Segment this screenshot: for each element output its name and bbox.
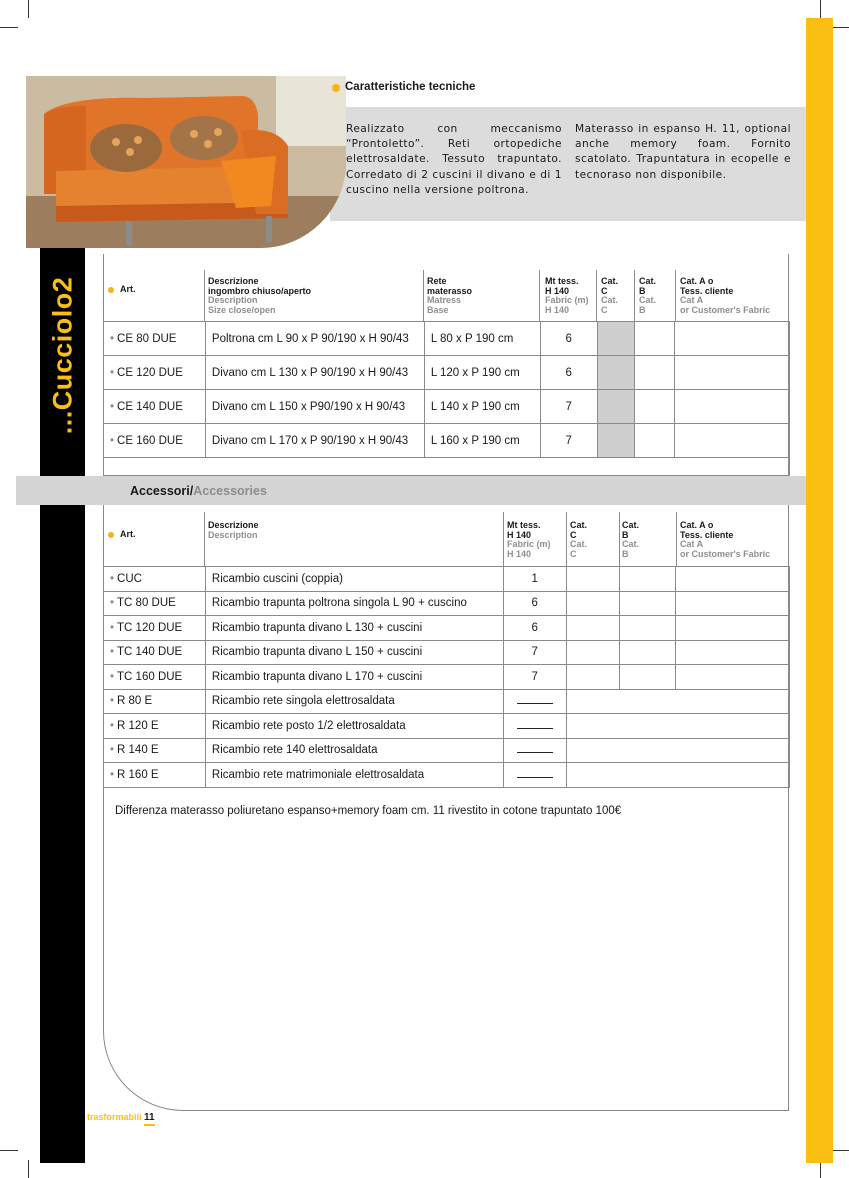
cell-cat-b xyxy=(635,390,675,424)
tech-bullet xyxy=(332,84,340,92)
hdr-rete: Rete materasso Matress Base xyxy=(427,276,473,315)
cell-rete: L 160 x P 190 cm xyxy=(424,424,540,458)
table-row: • R 120 E Ricambio rete posto 1/2 elettrosaldata xyxy=(104,714,790,739)
accent-band xyxy=(806,18,833,1163)
col-sep xyxy=(675,270,676,321)
cell-desc: Divano cm L 170 x P 90/190 x H 90/43 xyxy=(205,424,424,458)
product-title: ...Cucciolo2 xyxy=(47,276,78,435)
tech-text-col2: Materasso in espanso H. 11, optional anche memory foam. Fornito scatolato. Trapuntatura in ecopelle e tecnoraso non disponibile. xyxy=(575,123,791,181)
hdr-desc: Descrizione ingombro chiuso/aperto Description Size close/open xyxy=(208,276,312,315)
acc-hdr-cat-a: Cat. A o Tess. cliente Cat A or Customer's Fabric xyxy=(680,520,771,559)
table-row: • TC 140 DUE Ricambio trapunta divano L 150 + cuscini 7 xyxy=(104,640,790,665)
tech-title: Caratteristiche tecniche xyxy=(345,81,476,93)
crop-mark xyxy=(820,0,821,18)
table-row: • TC 160 DUE Ricambio trapunta divano L 170 + cuscini 7 xyxy=(104,665,790,690)
hdr-mt: Mt tess. H 140 Fabric (m) H 140 xyxy=(545,276,589,315)
accessories-table xyxy=(103,566,790,788)
cell-cat-b xyxy=(635,424,675,458)
col-sep xyxy=(596,270,597,321)
cell-cat-a xyxy=(675,390,790,424)
cell-art: • CE 160 DUE xyxy=(104,424,206,458)
cell-desc: Divano cm L 130 x P 90/190 x H 90/43 xyxy=(205,356,424,390)
table-row xyxy=(104,390,790,424)
cell-cat-b xyxy=(635,356,675,390)
table-row: • CUC Ricambio cuscini (coppia) 1 xyxy=(104,567,790,592)
crop-mark xyxy=(831,1150,849,1151)
hdr-cat-a: Cat. A o Tess. cliente Cat A or Customer's Fabric xyxy=(680,276,771,315)
cell-cat-b xyxy=(635,322,675,356)
crop-mark xyxy=(831,27,849,28)
col-sep xyxy=(503,512,504,566)
cell-art: • CE 120 DUE xyxy=(104,356,206,390)
table-row: • TC 80 DUE Ricambio trapunta poltrona singola L 90 + cuscino 6 xyxy=(104,591,790,616)
acc-hdr-art: Art. xyxy=(108,530,136,540)
cell-rete: L 80 x P 190 cm xyxy=(424,322,540,356)
col-sep xyxy=(676,512,677,566)
table-row xyxy=(104,424,790,458)
cell-desc: Divano cm L 150 x P90/190 x H 90/43 xyxy=(205,390,424,424)
crop-mark xyxy=(28,0,29,18)
dash-mark xyxy=(517,769,553,778)
sofa-illustration xyxy=(26,76,346,248)
cell-mt: 7 xyxy=(540,424,597,458)
cell-mt: 7 xyxy=(540,390,597,424)
table-row: • R 160 E Ricambio rete matrimoniale elettrosaldata xyxy=(104,763,790,788)
cell-cat-a xyxy=(675,424,790,458)
cell-cat-c xyxy=(597,356,635,390)
product-title-vertical xyxy=(40,248,85,463)
page-footer: trasformabili 11 xyxy=(87,1112,155,1123)
dash-mark xyxy=(517,720,553,729)
dash-mark xyxy=(517,695,553,704)
col-sep xyxy=(634,270,635,321)
cell-cat-c xyxy=(597,424,635,458)
crop-mark xyxy=(0,1150,18,1151)
cell-desc: Poltrona cm L 90 x P 90/190 x H 90/43 xyxy=(205,322,424,356)
cell-mt: 6 xyxy=(540,322,597,356)
col-sep xyxy=(204,512,205,566)
cell-cat-c xyxy=(597,322,635,356)
table-row: • TC 120 DUE Ricambio trapunta divano L 130 + cuscini 6 xyxy=(104,616,790,641)
cell-rete: L 140 x P 190 cm xyxy=(424,390,540,424)
table-row xyxy=(104,356,790,390)
tech-text-col1: Realizzato con meccanismo “Prontoletto”. Reti ortopediche elettrosaldate. Tessuto trapuntato. Corredato di 2 cuscini il divano e di 1 cuscino nella versione poltrona. xyxy=(346,123,562,196)
col-sep xyxy=(204,270,205,321)
col-sep xyxy=(423,270,424,321)
acc-hdr-desc: Descrizione Description xyxy=(208,520,259,540)
acc-hdr-cat-c: Cat. C Cat. C xyxy=(570,520,588,559)
page-number: 11 xyxy=(144,1112,155,1126)
dash-mark xyxy=(517,744,553,753)
product-photo xyxy=(26,76,346,248)
table-row: • R 80 E Ricambio rete singola elettrosaldata xyxy=(104,689,790,714)
col-sep xyxy=(619,512,620,566)
accessories-title: Accessori/Accessories xyxy=(130,484,267,498)
col-sep xyxy=(539,270,540,321)
cell-rete: L 120 x P 190 cm xyxy=(424,356,540,390)
crop-mark xyxy=(0,27,18,28)
table-row xyxy=(104,322,790,356)
cell-cat-c xyxy=(597,390,635,424)
cell-art: • CE 140 DUE xyxy=(104,390,206,424)
cell-art: • CE 80 DUE xyxy=(104,322,206,356)
hdr-art: Art. xyxy=(108,285,136,295)
acc-hdr-mt: Mt tess. H 140 Fabric (m) H 140 xyxy=(507,520,551,559)
crop-mark xyxy=(28,1160,29,1178)
main-table xyxy=(103,321,790,476)
cell-cat-a xyxy=(675,356,790,390)
hdr-cat-b: Cat. B Cat. B xyxy=(639,276,657,315)
cell-mt: 6 xyxy=(540,356,597,390)
table-row: • R 140 E Ricambio rete 140 elettrosaldata xyxy=(104,738,790,763)
cell-cat-a xyxy=(675,322,790,356)
acc-hdr-cat-b: Cat. B Cat. B xyxy=(622,520,640,559)
footnote: Differenza materasso poliuretano espanso+memory foam cm. 11 rivestito in cotone trapuntato 100€ xyxy=(115,805,622,817)
table-row-spacer xyxy=(104,458,790,476)
hdr-cat-c: Cat. C Cat. C xyxy=(601,276,619,315)
col-sep xyxy=(566,512,567,566)
